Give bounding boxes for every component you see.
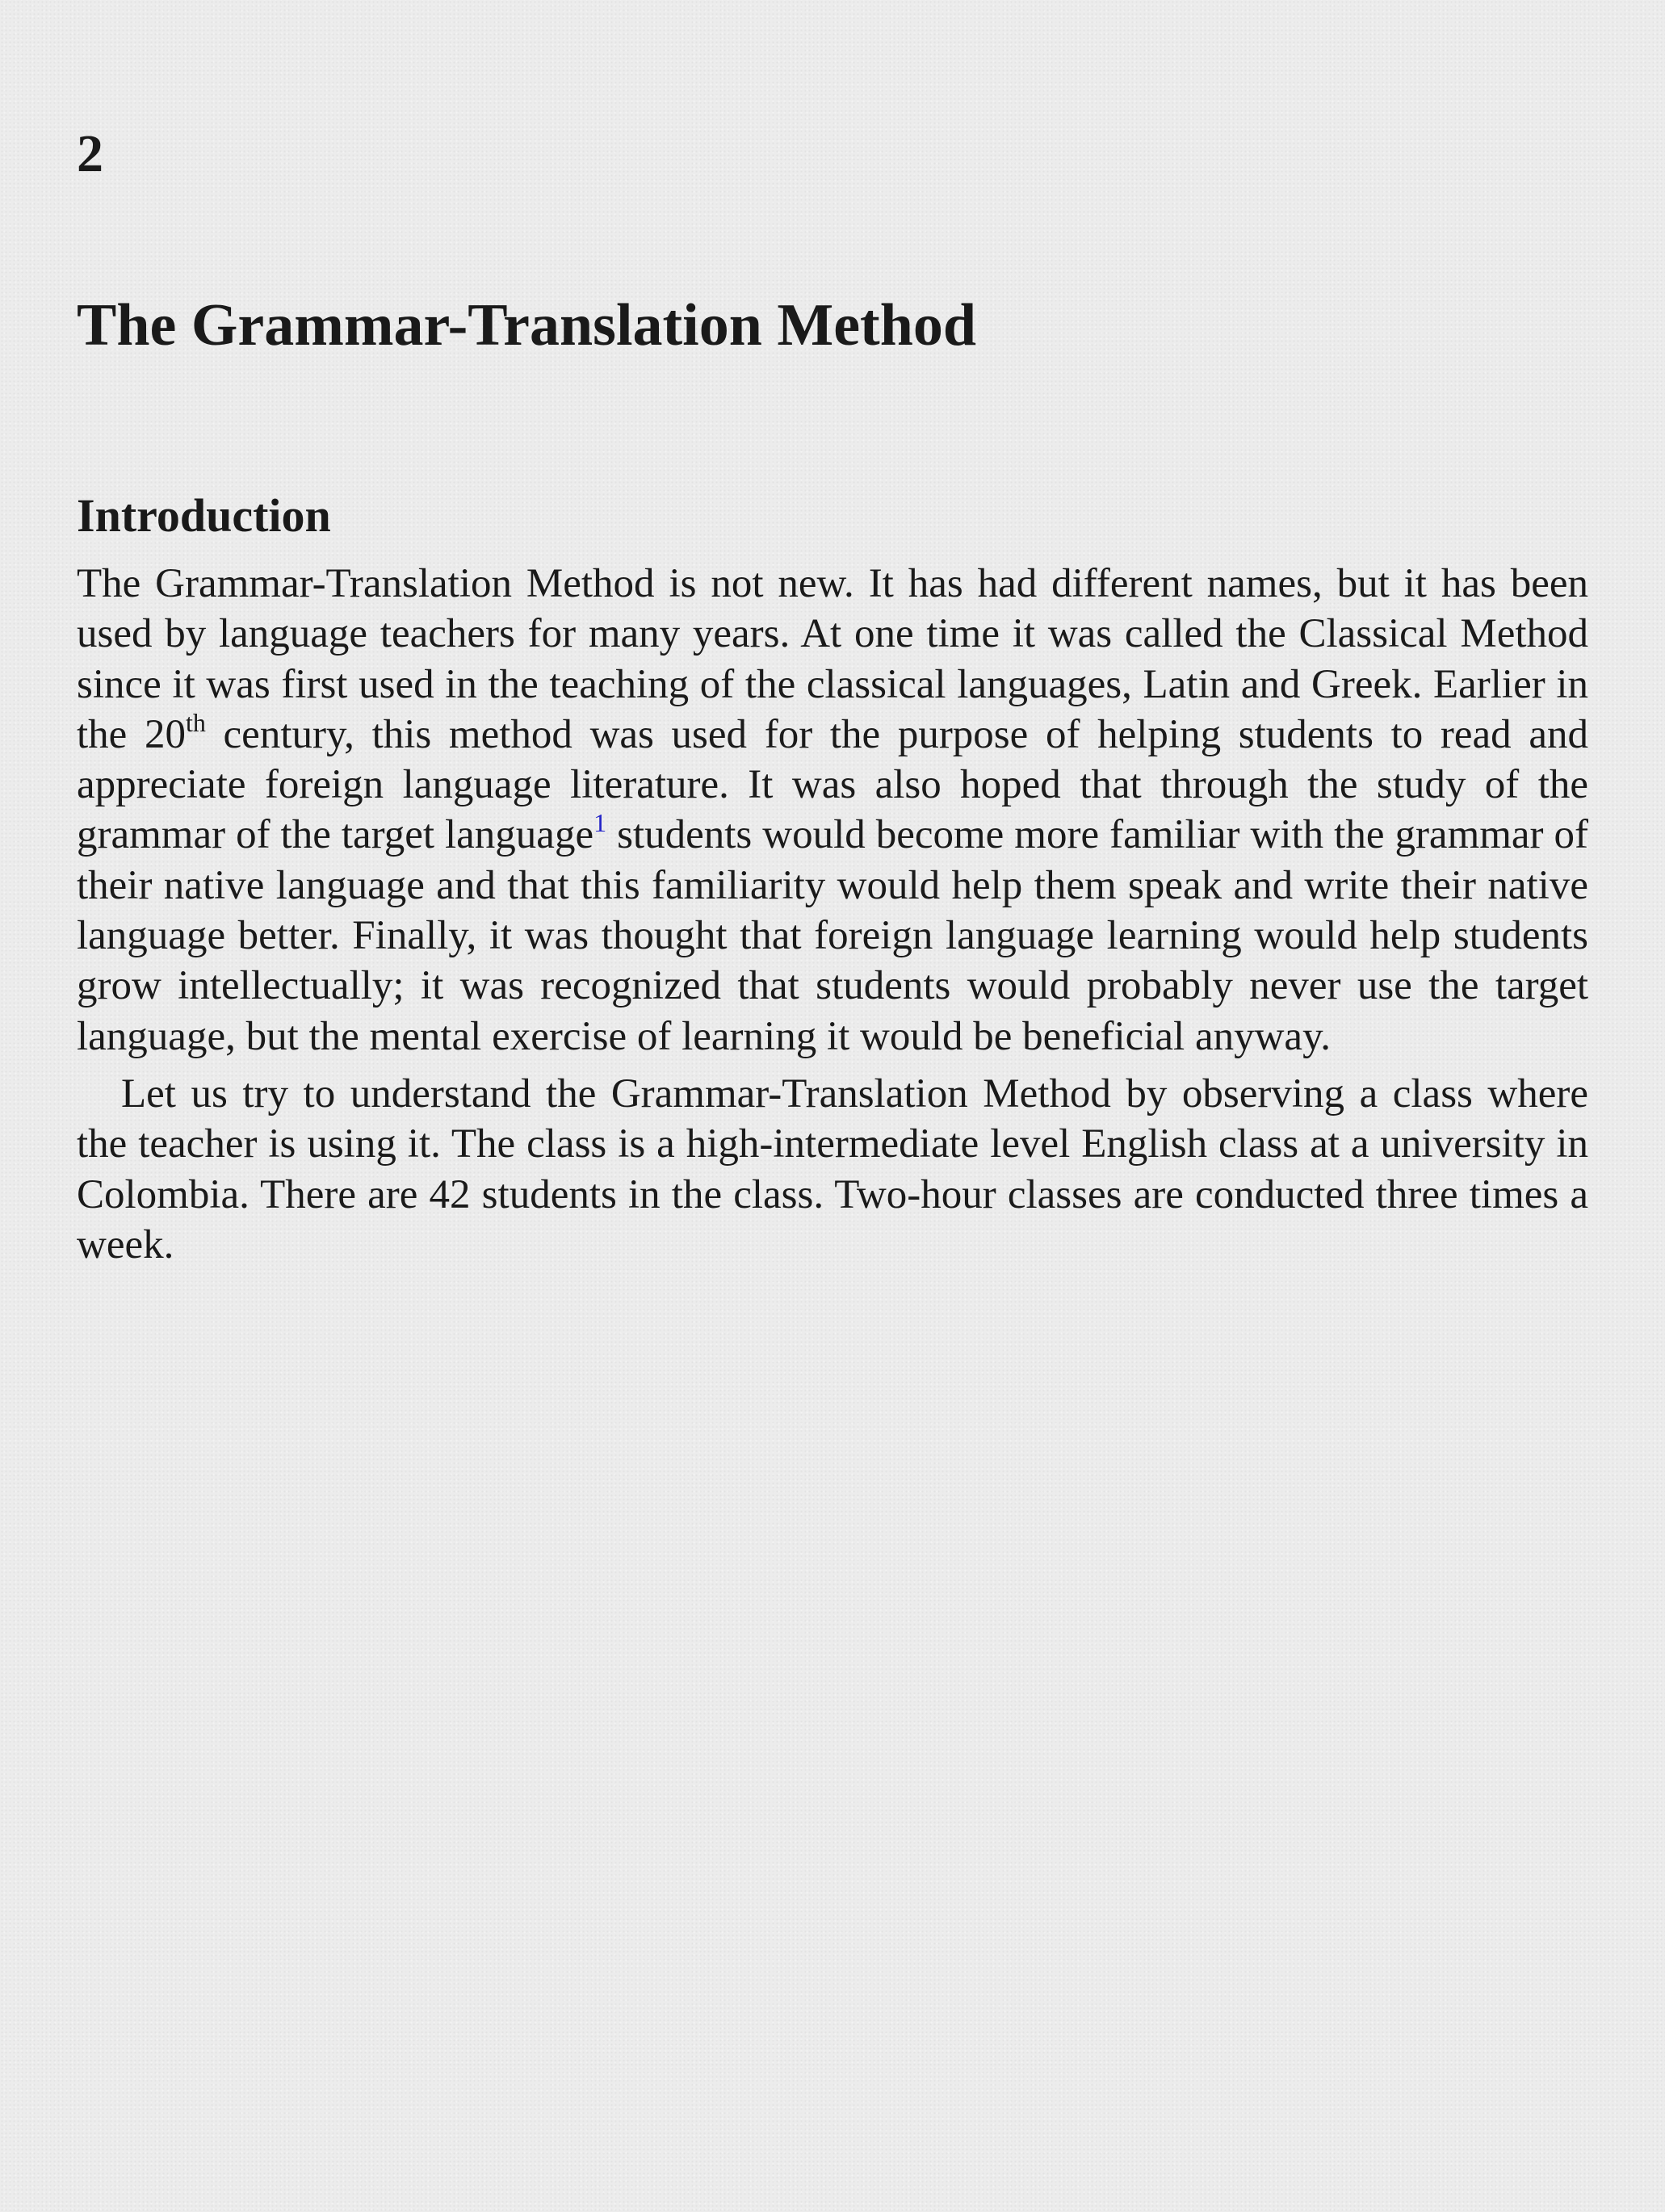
paragraph-introduction	[77, 559, 1588, 1062]
ordinal-superscript: th	[185, 707, 206, 737]
section-heading-introduction: Introduction	[77, 489, 331, 542]
paragraph-text: students would become more familiar with the grammar of their native language and that this familiarity would help them speak and write their native language better. Finally, it was thought that foreign language learning would help students grow intellectually; it was recognized that students would probably never use the target language, but the mental exercise of learning it would be beneficial anyway.	[77, 812, 1588, 1059]
chapter-number: 2	[77, 124, 103, 183]
paragraph-text: The Grammar-Translation Method is not new. It has had different names, but it has been used by language teachers for many years. At one time it was called the Classical Method since it was first used in the teaching of the classical languages, Latin and Greek. Earlier in the 20	[77, 561, 1588, 757]
paragraph-class-observation: Let us try to understand the Grammar-Translation Method by observing a class where the teacher is using it. The class is a high-intermediate level English class at a university in Colombia. There are 42 students in the class. Two-hour classes are conducted three times a week.	[77, 1070, 1588, 1267]
footnote-link[interactable]: 1	[593, 808, 607, 838]
body-text	[77, 559, 1588, 1270]
chapter-title: The Grammar-Translation Method	[77, 292, 977, 358]
paragraph-text: century, this method was used for the purpose of helping students to read and appreciate foreign language literature. It was also hoped that through the study of the grammar of the target language	[77, 711, 1588, 858]
